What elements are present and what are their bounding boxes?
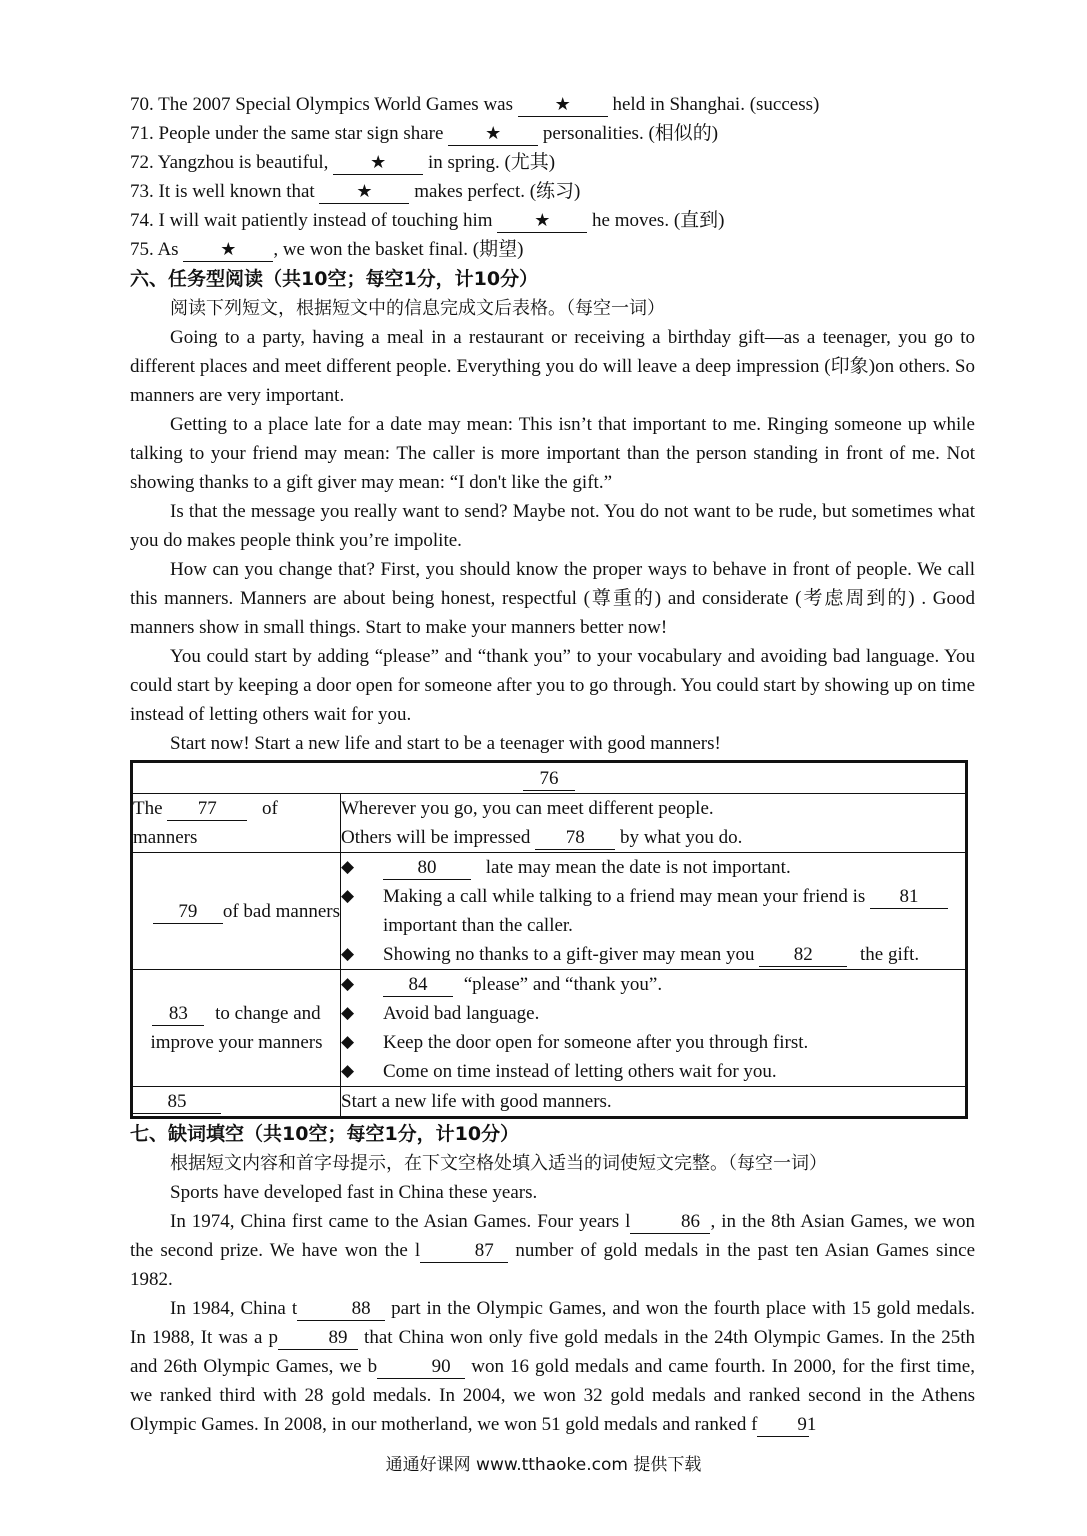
cell-text: improve your manners [150,1032,323,1053]
exercise-text: makes perfect. (练习) [414,181,581,202]
answer-blank-90[interactable]: 90 [377,1356,465,1379]
cell-text: Others will be impressed [341,827,531,848]
exercise-text: , we won the basket final. (期望) [273,239,524,260]
table-right-cell [341,794,967,853]
star-icon: ★ [356,181,373,202]
answer-blank-77[interactable]: 77 [167,798,247,821]
answer-blank-87[interactable]: 87 [420,1240,508,1263]
table-right-cell [341,853,967,970]
exercise-72 [130,148,975,177]
cell-text: by what you do. [619,827,743,848]
answer-blank-88[interactable]: 88 [297,1298,385,1321]
exercise-75 [130,235,975,264]
exercise-list [130,90,975,264]
cell-text: of [262,798,278,819]
exercise-text: 70. The 2007 Special Olympics World Games was [130,94,513,115]
section-heading: 七、缺词填空（共10空；每空1分，计10分） [130,1123,520,1145]
reading-paragraph: Start now! Start a new life and start to be a teenager with good manners! [170,733,721,754]
answer-blank-91[interactable]: 91 [757,1414,809,1437]
answer-blank-86[interactable]: 86 [630,1211,710,1234]
table-row [132,853,967,970]
exercise-74 [130,206,975,235]
answer-blank[interactable] [319,181,409,204]
answer-blank-81[interactable]: 81 [870,886,948,909]
answer-blank-83[interactable]: 83 [152,1003,204,1026]
exercise-73 [130,177,975,206]
cell-text: Come on time instead of letting others wait for you. [383,1061,777,1082]
reading-paragraph: Going to a party, having a meal in a restaurant or receiving a birthday gift—as a teenager, you go to different places and meet different people. Everything you do will leave a deep impression (印象)on others. So manners are very important. [130,327,975,406]
cell-text: manners [133,827,198,848]
exercise-text: 73. It is well known that [130,181,315,202]
diamond-icon: ◆ [341,1003,355,1023]
cell-text: the gift. [860,944,920,965]
cell-text: Making a call while talking to a friend may mean your friend is [383,886,866,907]
diamond-icon: ◆ [341,944,355,964]
table-row [132,794,967,853]
cloze-text: , in the 8th Asian Games, we won the second prize. We have won the l [130,1211,976,1261]
diamond-icon: ◆ [341,1032,355,1052]
table-right-cell [341,970,967,1087]
cell-text: Showing no thanks to a gift-giver may mean you [383,944,755,965]
worksheet-page [130,90,975,1439]
exercise-text: 74. I will wait patiently instead of touching him [130,210,493,231]
cloze-text: In 1974, China first came to the Asian Games. Four years l [170,1211,631,1232]
cloze-text: In 1984, China t [170,1298,298,1319]
exercise-text: he moves. (直到) [592,210,725,231]
answer-blank-85[interactable]: 85 [133,1091,221,1114]
answer-blank-76[interactable]: 76 [523,768,575,791]
cloze-text: won 16 gold medals and came fourth. In 2000, for the first time, we ranked third with 28 gold medals. In 2004, we won 32 gold medals and ranked second in the Athens Olympic Games. In 2008, in our motherland, we won 51 gold medals and ranked f [130,1356,975,1435]
answer-blank-89[interactable]: 89 [278,1327,358,1350]
exercise-text: held in Shanghai. (success) [612,94,820,115]
table-left-cell [132,853,341,970]
star-icon: ★ [370,152,387,173]
table-row [132,970,967,1087]
page-footer: 通通好课网 www.tthaoke.com 提供下载 [385,1455,702,1475]
answer-blank[interactable] [183,239,273,262]
task-table [130,760,968,1119]
exercise-70 [130,90,975,119]
answer-blank-78[interactable]: 78 [535,827,615,850]
answer-blank-79[interactable]: 79 [153,901,223,924]
cell-text: The [133,798,163,819]
cell-text: to change and [215,1003,321,1024]
answer-blank[interactable] [333,152,423,175]
exercise-text: 72. Yangzhou is beautiful, [130,152,329,173]
answer-blank[interactable] [497,210,587,233]
cloze-text: part in the Olympic Games, and won the fourth place with 15 gold medals. In 1988, It was a p [130,1298,975,1348]
cloze-text: number of gold medals in the past ten Asian Games since 1982. [130,1240,976,1290]
reading-paragraph: Is that the message you really want to send? Maybe not. You do not want to be rude, but sometimes what you do makes people think you’re impolite. [130,501,975,551]
diamond-icon: ◆ [341,857,355,877]
reading-paragraph: How can you change that? First, you should know the proper ways to behave in front of people. We call this manners. Manners are about being honest, respectful (尊重的) and considerate (考虑周到的) . Good manners show in small things. Start to make your manners better now! [130,559,975,638]
star-icon: ★ [220,239,237,260]
exercise-text: personalities. (相似的) [542,123,719,144]
table-title-cell [132,762,967,794]
cell-text: Avoid bad language. [383,1003,540,1024]
table-left-cell [132,794,341,853]
answer-blank-82[interactable]: 82 [759,944,847,967]
exercise-text: 71. People under the same star sign share [130,123,444,144]
answer-blank-80[interactable]: 80 [383,857,471,880]
reading-paragraph: You could start by adding “please” and “thank you” to your vocabulary and avoiding bad language. You could start by keeping a door open for someone after you to go through. You could start by showing up on time instead of letting others wait for you. [130,646,975,725]
table-row [132,1087,967,1118]
cell-text: late may mean the date is not important. [485,857,791,878]
exercise-71 [130,119,975,148]
cell-text: of bad manners [222,900,340,922]
cell-text: “please” and “thank you”. [463,974,663,995]
cloze-paragraph: Sports have developed fast in China these years. [170,1182,538,1203]
section-instruction: 阅读下列短文，根据短文中的信息完成文后表格。（每空一词） [170,298,665,319]
table-left-cell [132,970,341,1087]
cell-text: important than the caller. [383,915,573,936]
table-right-cell: Start a new life with good manners. [341,1087,967,1118]
section-instruction: 根据短文内容和首字母提示，在下文空格处填入适当的词使短文完整。（每空一词） [170,1153,827,1174]
cloze-paragraph [130,1294,975,1439]
diamond-icon: ◆ [341,886,355,906]
cloze-paragraph [130,1207,975,1294]
exercise-text: in spring. (尤其) [427,152,556,173]
star-icon: ★ [485,123,502,144]
section-heading: 六、任务型阅读（共10空；每空1分，计10分） [130,268,539,290]
star-icon: ★ [554,94,571,115]
table-title-row [132,762,967,794]
answer-blank-84[interactable]: 84 [383,974,453,997]
diamond-icon: ◆ [341,1061,355,1081]
cloze-text: that China won only five gold medals in the 24th Olympic Games. In the 25th and 26th Olympic Games, we b [130,1327,975,1377]
cell-text: Keep the door open for someone after you through first. [383,1032,809,1053]
reading-paragraph: Getting to a place late for a date may mean: This isn’t that important to me. Ringing someone up while talking to your friend may mean: The caller is more important than the person standing in front of me. Not showing thanks to a gift giver may mean: “I don't like the gift.” [130,414,975,493]
answer-blank[interactable] [448,123,538,146]
table-left-cell [132,1087,341,1118]
exercise-text: 75. As [130,239,179,260]
star-icon: ★ [534,210,551,231]
answer-blank[interactable] [518,94,608,117]
cell-text: Wherever you go, you can meet different people. [341,798,714,819]
diamond-icon: ◆ [341,974,355,994]
